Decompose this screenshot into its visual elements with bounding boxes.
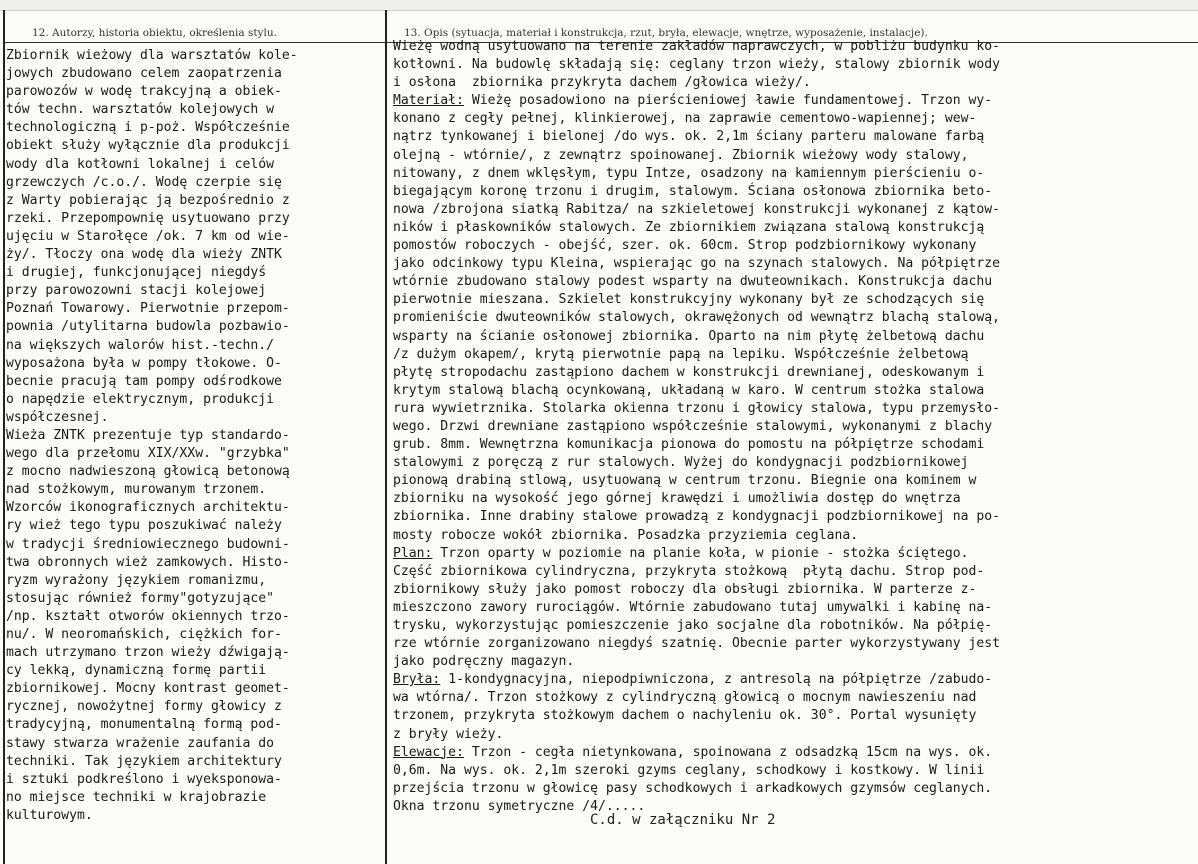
column-divider (385, 10, 387, 864)
history-text: Zbiornik wieżowy dla warsztatów kole- jowych zbudowano celem zaopatrzenia parowozów w wodę trakcyjną a obiek- tów techn. warsztatów kolejowych w technologiczną i p-poż. Współcześnie obiekt służy wyłącznie dla produkcji wody dla kotłowni lokalnej i celów grzewczych /c.o./. Wodę czerpie się z Warty pobierając ją bezpośrednio z rzeki. Przepompownię usytuowano przy ujęciu w Starołęce /ok. 7 km od wie- ży/. Tłoczy ona wodę dla wieży ZNTK i drugiej, funkcjonującej niegdyś przy parowozowni stacji kolejowej Poznań Towarowy. Pierwotnie przepom- pownia /utylitarna budowla pozbawio- na większych walorów hist.-techn./ wyposażona była w pompy tłokowe. O- becnie pracują tam pompy odśrodkowe o napędzie elektrycznym, produkcji współczesnej. Wieża ZNTK prezentuje typ standardo- wego dla przełomu XIX/XXw. "grzybka" z mocno nadwieszoną głowicą betonową nad stożkowym, murowanym trzonem. Wzorców ikonograficznych architektu- ry wież tego typu poszukiwać należy w tradycji średniowiecznego budowni- twa obronnych wież zamkowych. Histo- ryzm wyrażony językiem romanizmu, stosując również formy"gotyzujące" /np. kształt otworów okiennych trzo- nu/. W neoromańskich, ciężkich for- mach utrzymano trzon wieży dźwigają- cy lekką, dynamiczną formę partii zbiornikowej. Mocny kontrast geomet- rycznej, nowożytnej formy głowicy z tradycyjną, monumentalną formą pod- stawy stwarza wrażenie zaufania do techniki. Tak językiem architektury i sztuki podkreślono i wyeksponowa- no miejsce techniki w krajobrazie kulturowym. (6, 48, 298, 823)
material-text: Wieżę posadowiono na pierścieniowej ławie fundamentowej. Trzon wy- konano z cegły pełnej, klinkierowej, na zaprawie cementowo-wapiennej; wew- nątrz tynkowanej i bielonej /do wys. ok. 2,1m ściany parteru malowane farbą olejną - wtórnie/, z zewnątrz spoinowanej. Zbiornik wieżowy wody stalowy, nitowany, z dnem wklęsłym, typu Intze, osadzony na kamiennym pierścieniu o- biegającym koronę trzonu i drugim, stalowym. Ściana osłonowa zbiornika beto- nowa /zbrojona siatką Rabitza/ na szkieletowej konstrukcji wykonanej z kątow- ników i płaskowników stalowych. Ze zbiornikiem związana stalową konstrukcją pomostów roboczych - obejść, szer. ok. 60cm. Strop podzbiornikowy wykonany jako odcinkowy typu Kleina, wspierając go na szynach stalowych. Na półpiętrze wtórnie zbudowano stalowy podest wsparty na dwuteownikach. Konstrukcja dachu pierwotnie mieszana. Szkielet konstrukcyjny wykonany był ze schodzących się promieniście dwuteowników stalowych, okrawężonych od wewnątrz blachą stalową, wsparty na ścianie osłonowej zbiornika. Oparto na nim płytę żelbetową dachu /z dużym okapem/, krytą pierwotnie papą na lepiku. Współcześnie żelbetową płytę stropodachu zastąpiono dachem w konstrukcji drewnianej, odeskowanym i krytym stalową blachą ocynkowaną, układaną w karo. W centrum stożka stalowa rura wywietrznika. Stolarka okienna trzonu i głowicy stalowa, typu przemysło- wego. Drzwi drewniane zastąpiono współcześnie stalowymi, wykonanymi z blachy grub. 8mm. Wewnętrzna komunikacja pionowa do pomostu na półpiętrze schodami stalowymi z poręczą z rur stalowych. Wyżej do kondygnacji podzbiornikowej pionową drabiną stlową, usytuowaną w centrum trzonu. Biegnie ona kominem w zbiorniku na wysokość jego górnej krawędzi i umożliwia dostęp do wnętrza zbiornika. Inne drabiny stalowe prowadzą z kondygnacji podzbiornikowej na po- mosty robocze wokół zbiornika. Posadzka przyziemia ceglana. (393, 93, 1000, 543)
elewacje-label: Elewacje: (393, 744, 464, 760)
bryla-text: 1-kondygnacyjna, niepodpiwniczona, z antresolą na półpiętrze /zabudo- wa wtórna/. Trzon stożkowy z cylindryczną głowicą o mocnym nawieszeniu nad trzonem, przykryta stożkowym dachem o nachyleniu ok. 30°. Portal wysunięty z bryły wieży. (393, 672, 993, 742)
section-12-header: 12. Autorzy, historia obiektu, określenia stylu. (32, 27, 277, 39)
bryla-label: Bryła: (393, 672, 441, 688)
material-label: Materiał: (393, 93, 464, 109)
top-edge (0, 0, 1198, 11)
elewacje-text: Trzon - cegła nietynkowana, spoinowana z odsadzką 15cm na wys. ok. 0,6m. Na wys. ok. 2,1m szeroki gzyms ceglany, schodkowy i kostkowy. W linii przejścia trzonu w głowicę pasy schodkowych i arkadkowych gzymsów ceglanych. Okna trzonu symetryczne /4/..... (393, 744, 993, 814)
plan-text: Trzon oparty w poziomie na planie koła, w pionie - stożka ściętego. Część zbiornikowa cylindryczna, przykryta stożkową płytą dachu. Strop pod- zbiornikowy służy jako pomost roboczy dla obsługi zbiornika. W parterze z- mieszczono zawory rurociągów. Wtórnie zabudowano tutaj umywalki i kabinę na- trysku, wykorzystując pomieszczenie jako socjalne dla robotników. Na półpię- rze wtórnie zorganizowano niegdyś szatnię. Obecnie parter wykorzystywany jest jako podręczny magazyn. (393, 545, 1000, 670)
description-text (393, 38, 1196, 816)
header-rule-left (5, 42, 385, 43)
left-border (3, 10, 5, 864)
plan-label: Plan: (393, 545, 433, 561)
section-13-header: 13. Opis (sytuacja, materiał i konstrukcja, rzut, bryła, elewacje, wnętrze, wyposażenie, instalacje). (404, 27, 928, 39)
intro-text: Wieżę wodną usytuowano na terenie zakładów naprawczych, w pobliżu budynku ko- kotłowni. Na budowlę składają się: ceglany trzon wieży, stalowy zbiornik wody i osłona zbiornika przykryta dachem /głowica wieży/. (393, 39, 1000, 91)
annex-note: C.d. w załączniku Nr 2 (590, 812, 776, 828)
